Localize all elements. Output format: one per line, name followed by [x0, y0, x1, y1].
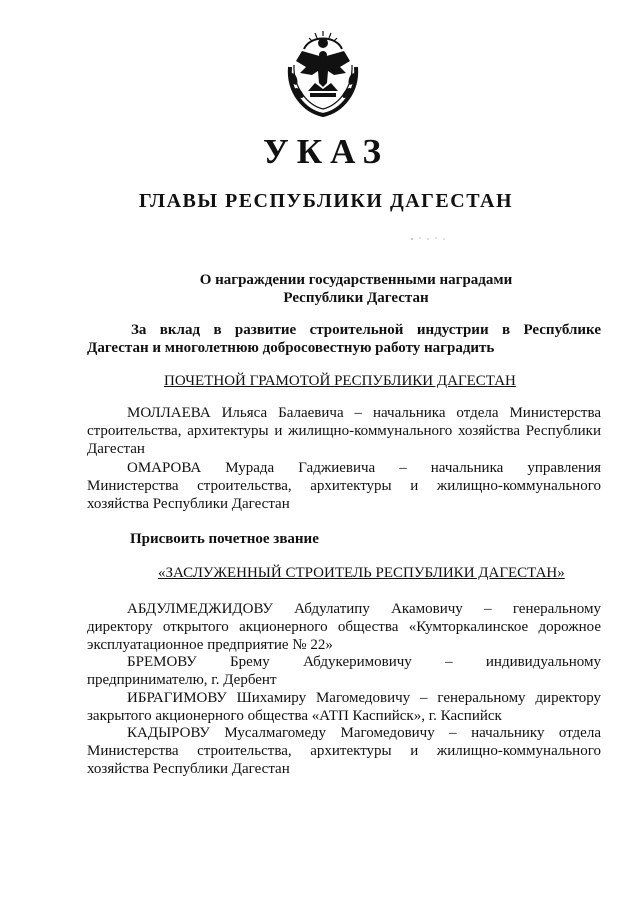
recipient-line: КАДЫРОВУ Мусалмагомеду Магомедовичу – начальнику отдела	[127, 725, 601, 741]
award-title: ПОЧЕТНОЙ ГРАМОТОЙ РЕСПУБЛИКИ ДАГЕСТАН	[164, 373, 516, 389]
recipient-line: ОМАРОВА Мурада Гаджиевича – начальника управления	[127, 460, 601, 476]
recipient-line: Дагестан	[87, 441, 145, 457]
decree-intro	[87, 321, 601, 357]
scan-specks	[410, 236, 450, 242]
decree-heading	[170, 271, 542, 307]
recipient-line: АБДУЛМЕДЖИДОВУ Абдулатипу Акамовичу – генеральному	[127, 601, 601, 617]
honor-recipient	[87, 724, 601, 778]
intro-line-1: За вклад в развитие строительной индустрии в Республике	[131, 322, 601, 338]
heading-line-2: Республики Дагестан	[283, 290, 429, 306]
honor-title: «ЗАСЛУЖЕННЫЙ СТРОИТЕЛЬ РЕСПУБЛИКИ ДАГЕСТАН»	[158, 565, 565, 581]
heading-line-1: О награждении государственными наградами	[199, 272, 513, 288]
recipient-line: БРЕМОВУ Брему Абдукеримовичу – индивидуальному	[127, 654, 601, 670]
honor-recipient	[87, 600, 601, 654]
intro-line-2: Дагестан и многолетнюю добросовестную работу наградить	[87, 340, 495, 356]
recipient-line: хозяйства Республики Дагестан	[87, 761, 290, 777]
recipient-line: закрытого акционерного общества «АТП Каспийск», г. Каспийск	[87, 708, 502, 724]
recipient-line: предпринимателю, г. Дербент	[87, 672, 277, 688]
assign-label: Присвоить почетное звание	[130, 531, 319, 547]
decree-subtitle: ГЛАВЫ РЕСПУБЛИКИ ДАГЕСТАН	[138, 190, 514, 212]
recipient-line: хозяйства Республики Дагестан	[87, 496, 290, 512]
honor-recipient	[87, 689, 601, 725]
recipient-line: МОЛЛАЕВА Ильяса Балаевича – начальника отдела Министерства	[127, 405, 601, 421]
decree-title: УКАЗ	[263, 132, 389, 171]
coat-of-arms-emblem	[282, 27, 364, 119]
recipient-line: директору открытого акционерного общества «Кумторкалинское дорожное	[87, 619, 601, 635]
recipient-line: Министерства строительства, архитектуры и жилищно-коммунального	[87, 478, 601, 494]
recipient-line: ИБРАГИМОВУ Шихамиру Магомедовичу – генеральному директору	[127, 690, 601, 706]
recipient-line: Министерства строительства, архитектуры и жилищно-коммунального	[87, 743, 601, 759]
honor-recipient	[87, 653, 601, 689]
recipient-line: эксплуатационное предприятие № 22»	[87, 637, 333, 653]
award-recipient	[87, 404, 601, 458]
award-recipient	[87, 459, 601, 513]
recipient-line: строительства, архитектуры и жилищно-коммунального хозяйства Республики	[87, 423, 601, 439]
